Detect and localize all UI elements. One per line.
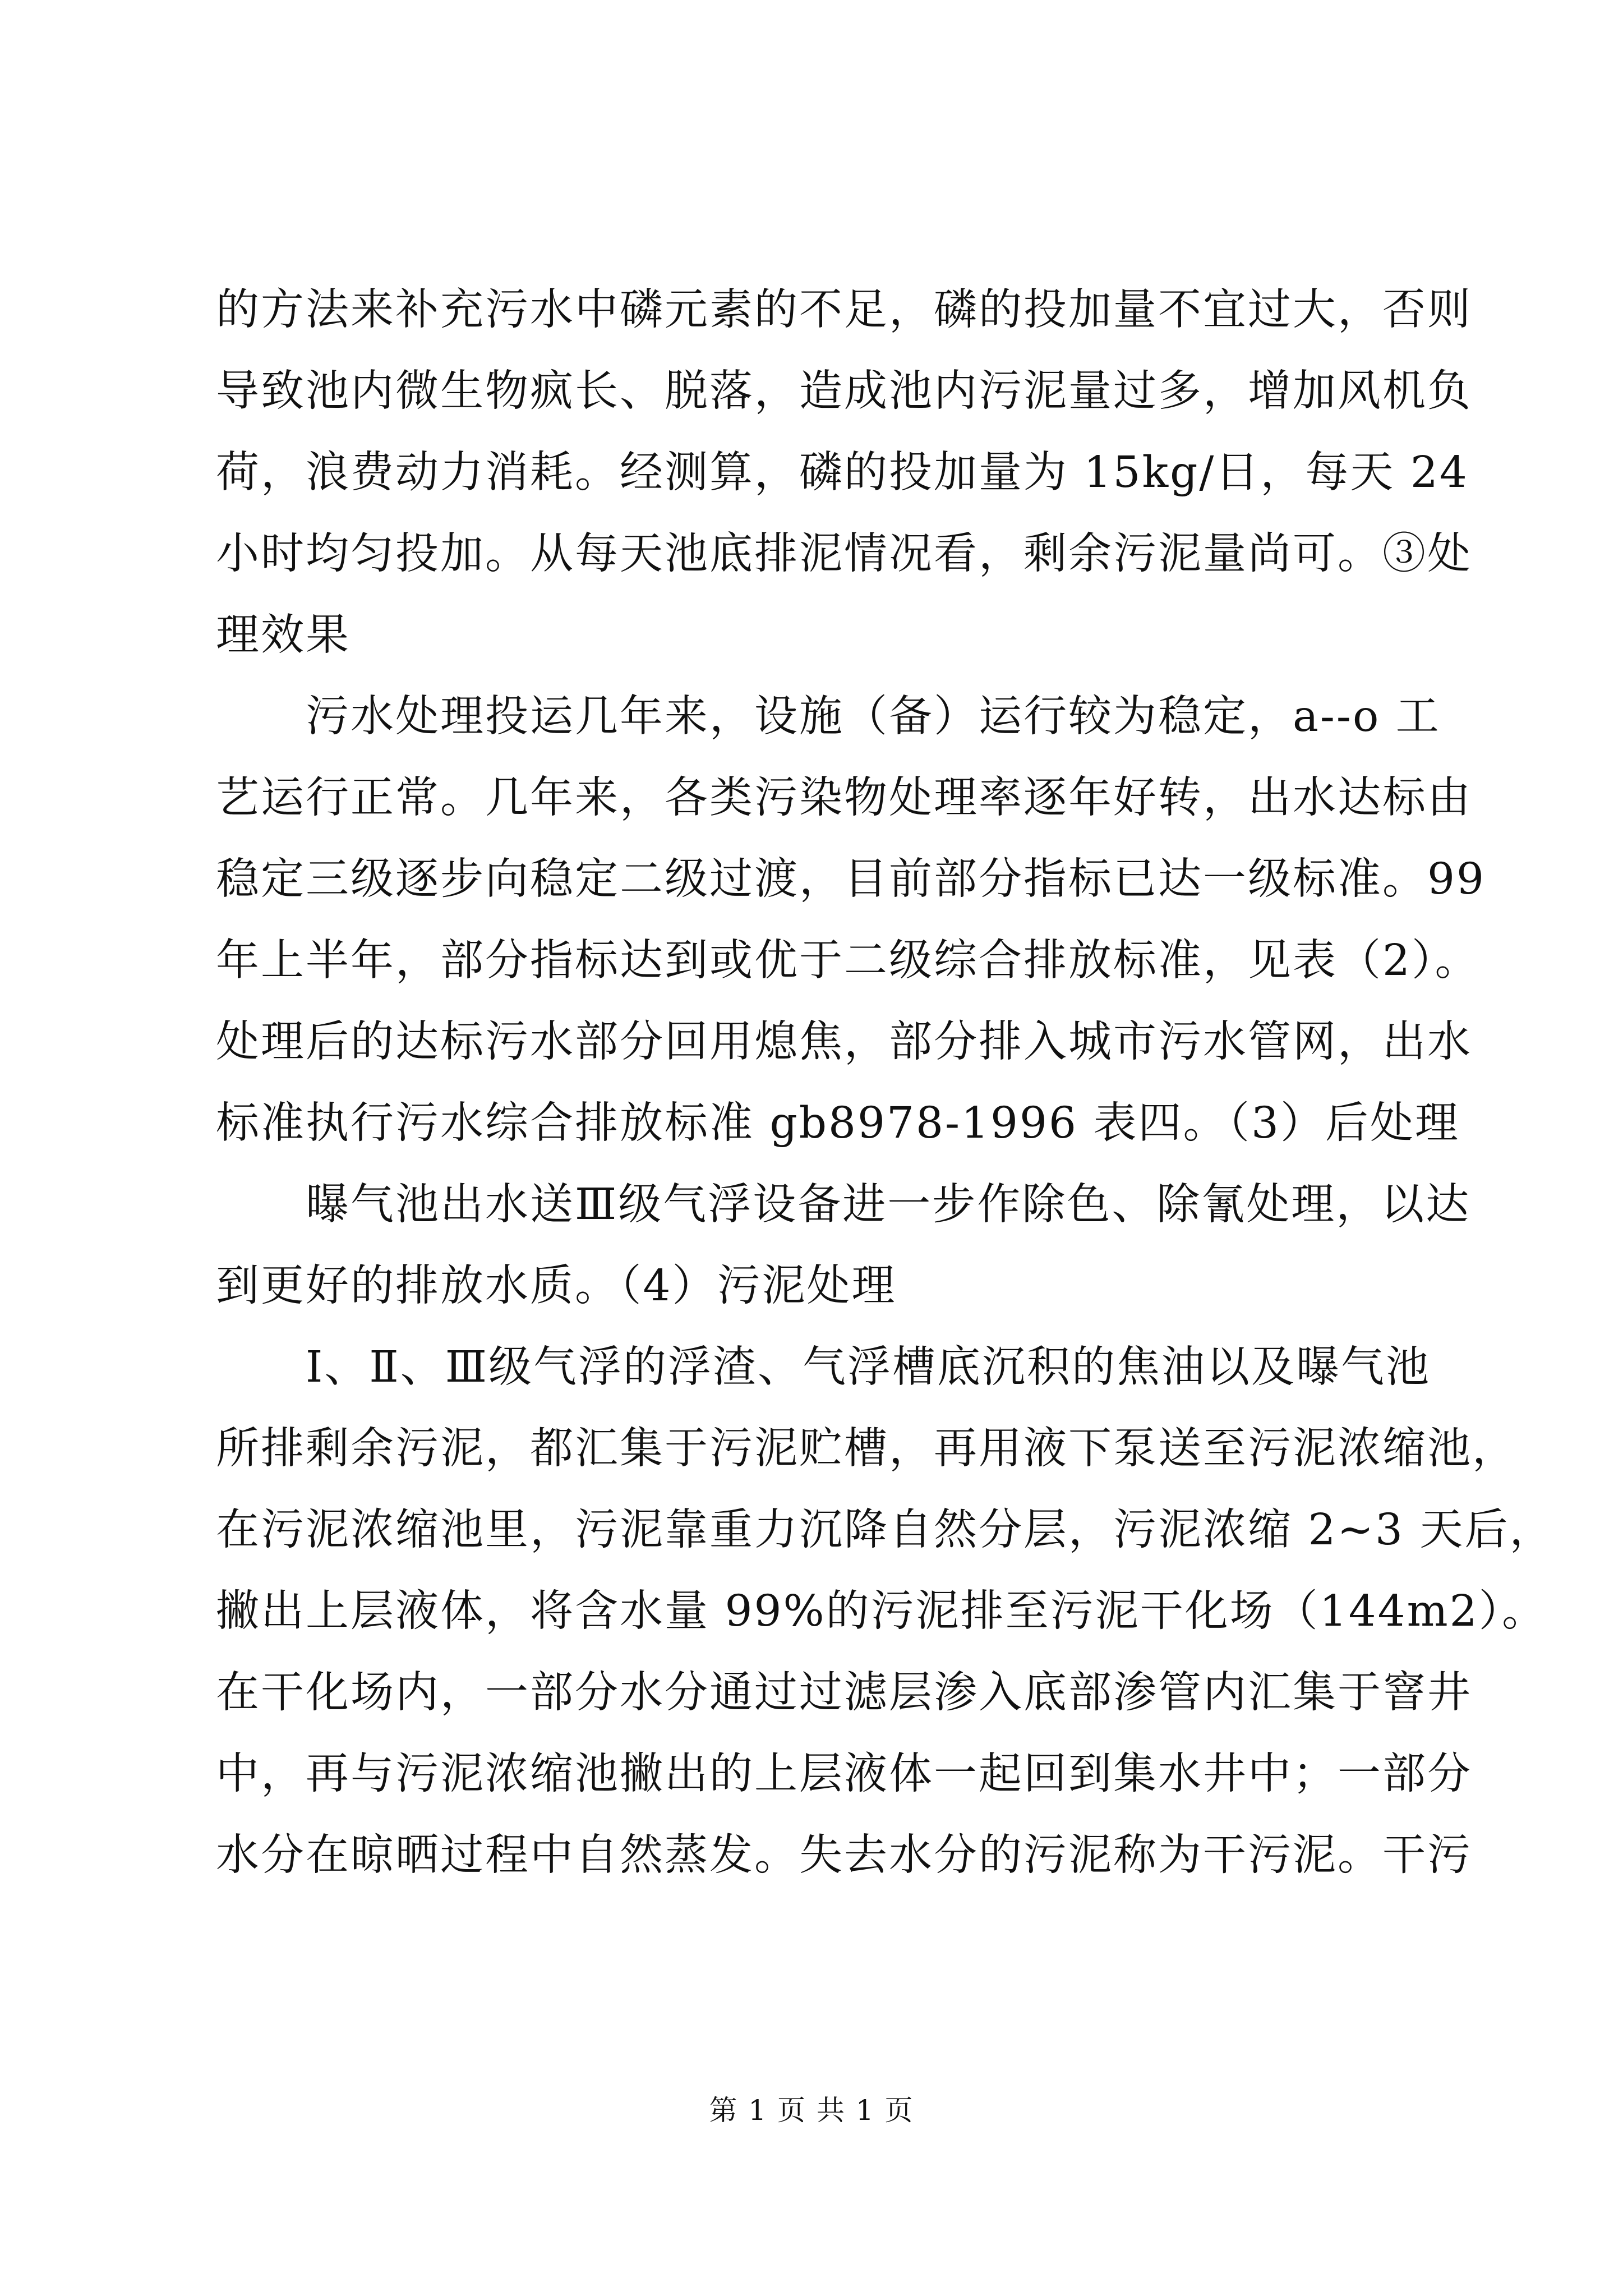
page-number: 第 1 页 共 1 页 — [709, 2094, 914, 2127]
text-line: 所排剩余污泥，都汇集于污泥贮槽，再用液下泵送至污泥浓缩池， — [216, 1424, 1517, 1474]
text-line: 的方法来补充污水中磷元素的不足，磷的投加量不宜过大，否则 — [216, 285, 1472, 335]
page-footer — [0, 2093, 1623, 2127]
text-line: 艺运行正常。几年来，各类污染物处理率逐年好转，出水达标由 — [216, 773, 1472, 823]
text-line: 撇出上层液体，将含水量 99%的污泥排至污泥干化场（144m2）。 — [216, 1586, 1547, 1636]
text-line: 小时均匀投加。从每天池底排泥情况看，剩余污泥量尚可。③处 — [216, 529, 1472, 579]
text-line: 在污泥浓缩池里，污泥靠重力沉降自然分层，污泥浓缩 2~3 天后， — [216, 1505, 1555, 1555]
text-line: 污水处理投运几年来，设施（备）运行较为稳定，a--o 工 — [216, 692, 1441, 742]
body-text — [216, 269, 1555, 1896]
text-line: Ⅰ、Ⅱ、Ⅲ级气浮的浮渣、气浮槽底沉积的焦油以及曝气池 — [216, 1342, 1431, 1392]
text-line: 标准执行污水综合排放标准 gb8978-1996 表四。（3）后处理 — [216, 1098, 1460, 1148]
text-line: 水分在晾晒过程中自然蒸发。失去水分的污泥称为干污泥。干污 — [216, 1830, 1472, 1880]
text-line: 稳定三级逐步向稳定二级过渡，目前部分指标已达一级标准。99 — [216, 854, 1486, 904]
text-line: 理效果 — [216, 610, 351, 660]
text-line: 在干化场内，一部分水分通过过滤层渗入底部渗管内汇集于窨井 — [216, 1668, 1472, 1718]
text-line: 处理后的达标污水部分回用熄焦，部分排入城市污水管网，出水 — [216, 1017, 1472, 1067]
text-line: 到更好的排放水质。（4）污泥处理 — [216, 1261, 897, 1311]
text-line: 曝气池出水送Ⅲ级气浮设备进一步作除色、除氰处理，以达 — [216, 1180, 1471, 1230]
text-line: 年上半年，部分指标达到或优于二级综合排放标准，见表（2）。 — [216, 936, 1480, 986]
text-line: 荷，浪费动力消耗。经测算，磷的投加量为 15kg/日，每天 24 — [216, 448, 1469, 498]
text-line: 中，再与污泥浓缩池撇出的上层液体一起回到集水井中；一部分 — [216, 1749, 1472, 1799]
text-line: 导致池内微生物疯长、脱落，造成池内污泥量过多，增加风机负 — [216, 366, 1472, 416]
